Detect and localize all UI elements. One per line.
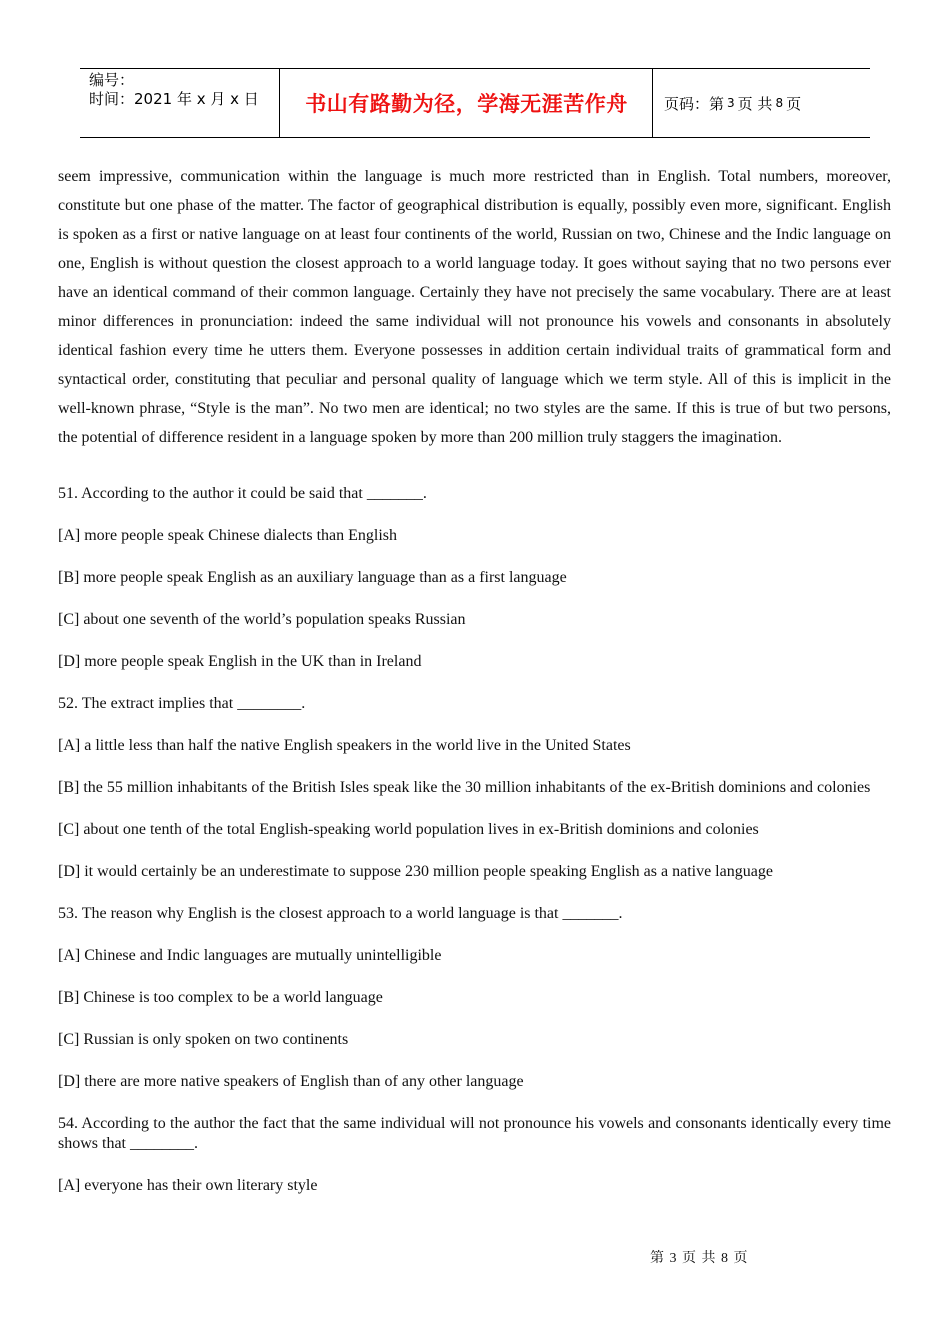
question-52-option-a: [A] a little less than half the native English speakers in the world live in the United States xyxy=(58,737,631,754)
page-footer: 第 3 页 共 8 页 xyxy=(650,1251,749,1266)
page-current: 3 xyxy=(727,96,735,110)
reading-passage: seem impressive, communication within the language is much more restricted than in English. Total numbers, moreover, constitute but one phase of the matter. The factor of geographical distribution is equally, possibly even more, significant. English is spoken as a first or native language on at least four continents of the world, Russian on two, Chinese and the Indic language on one, English is without question the closest approach to a world language today. It goes without saying that no two persons ever have an identical command of their common language. Certainly they have not precisely the same vocabulary. There are at least minor differences in pronunciation: indeed the same individual will not pronounce his vowels and consonants in absolutely identical fashion every time he utters them. Everyone possesses in addition certain individual traits of grammatical form and syntactical order, constituting that peculiar and personal quality of language which we term style. All of this is implicit in the well-known phrase, “Style is the man”. No two men are identical; no two styles are the same. If this is true of but two persons, the potential of difference resident in a language spoken by more than 200 million truly staggers the imagination. xyxy=(58,168,891,446)
question-53-option-a: [A] Chinese and Indic languages are mutually unintelligible xyxy=(58,947,442,964)
page-end-label: 页 xyxy=(786,94,802,113)
document-body xyxy=(58,162,891,1196)
document-date-label: 时间：2021 年 x 月 x 日 xyxy=(89,90,259,108)
header-motto: 书山有路勤为径，学海无涯苦作舟 xyxy=(281,69,653,137)
question-51-option-a: [A] more people speak Chinese dialects than English xyxy=(58,527,398,544)
question-52-option-b: [B] the 55 million inhabitants of the British Isles speak like the 30 million inhabitants of the ex-British dominions and colonies xyxy=(58,779,871,796)
header-page-info xyxy=(664,69,870,137)
question-52-option-c: [C] about one tenth of the total English-speaking world population lives in ex-British dominions and colonies xyxy=(58,821,759,838)
question-52-option-d: [D] it would certainly be an underestimate to suppose 230 million people speaking English as a native language xyxy=(58,863,773,880)
question-54-stem: 54. According to the author the fact that the same individual will not pronounce his vowels and consonants identically every time shows that ________. xyxy=(58,1115,891,1152)
page-header xyxy=(80,68,870,138)
question-53-option-c: [C] Russian is only spoken on two continents xyxy=(58,1031,349,1048)
header-meta-cell xyxy=(80,69,280,137)
page-mid-label: 页 共 xyxy=(737,94,773,113)
question-53-option-b: [B] Chinese is too complex to be a world language xyxy=(58,989,383,1006)
page-total: 8 xyxy=(775,96,784,110)
question-51-option-b: [B] more people speak English as an auxiliary language than as a first language xyxy=(58,569,567,586)
question-53-option-d: [D] there are more native speakers of English than of any other language xyxy=(58,1073,524,1090)
question-51-stem: 51. According to the author it could be said that _______. xyxy=(58,485,427,502)
question-53-stem: 53. The reason why English is the closest approach to a world language is that _______. xyxy=(58,905,623,922)
question-51-option-d: [D] more people speak English in the UK than in Ireland xyxy=(58,653,422,670)
document-number-label: 编号： xyxy=(89,71,135,89)
question-51-option-c: [C] about one seventh of the world’s population speaks Russian xyxy=(58,611,466,628)
question-54-option-a: [A] everyone has their own literary style xyxy=(58,1177,318,1194)
question-52-stem: 52. The extract implies that ________. xyxy=(58,695,306,712)
page-label: 页码：第 xyxy=(664,94,725,113)
